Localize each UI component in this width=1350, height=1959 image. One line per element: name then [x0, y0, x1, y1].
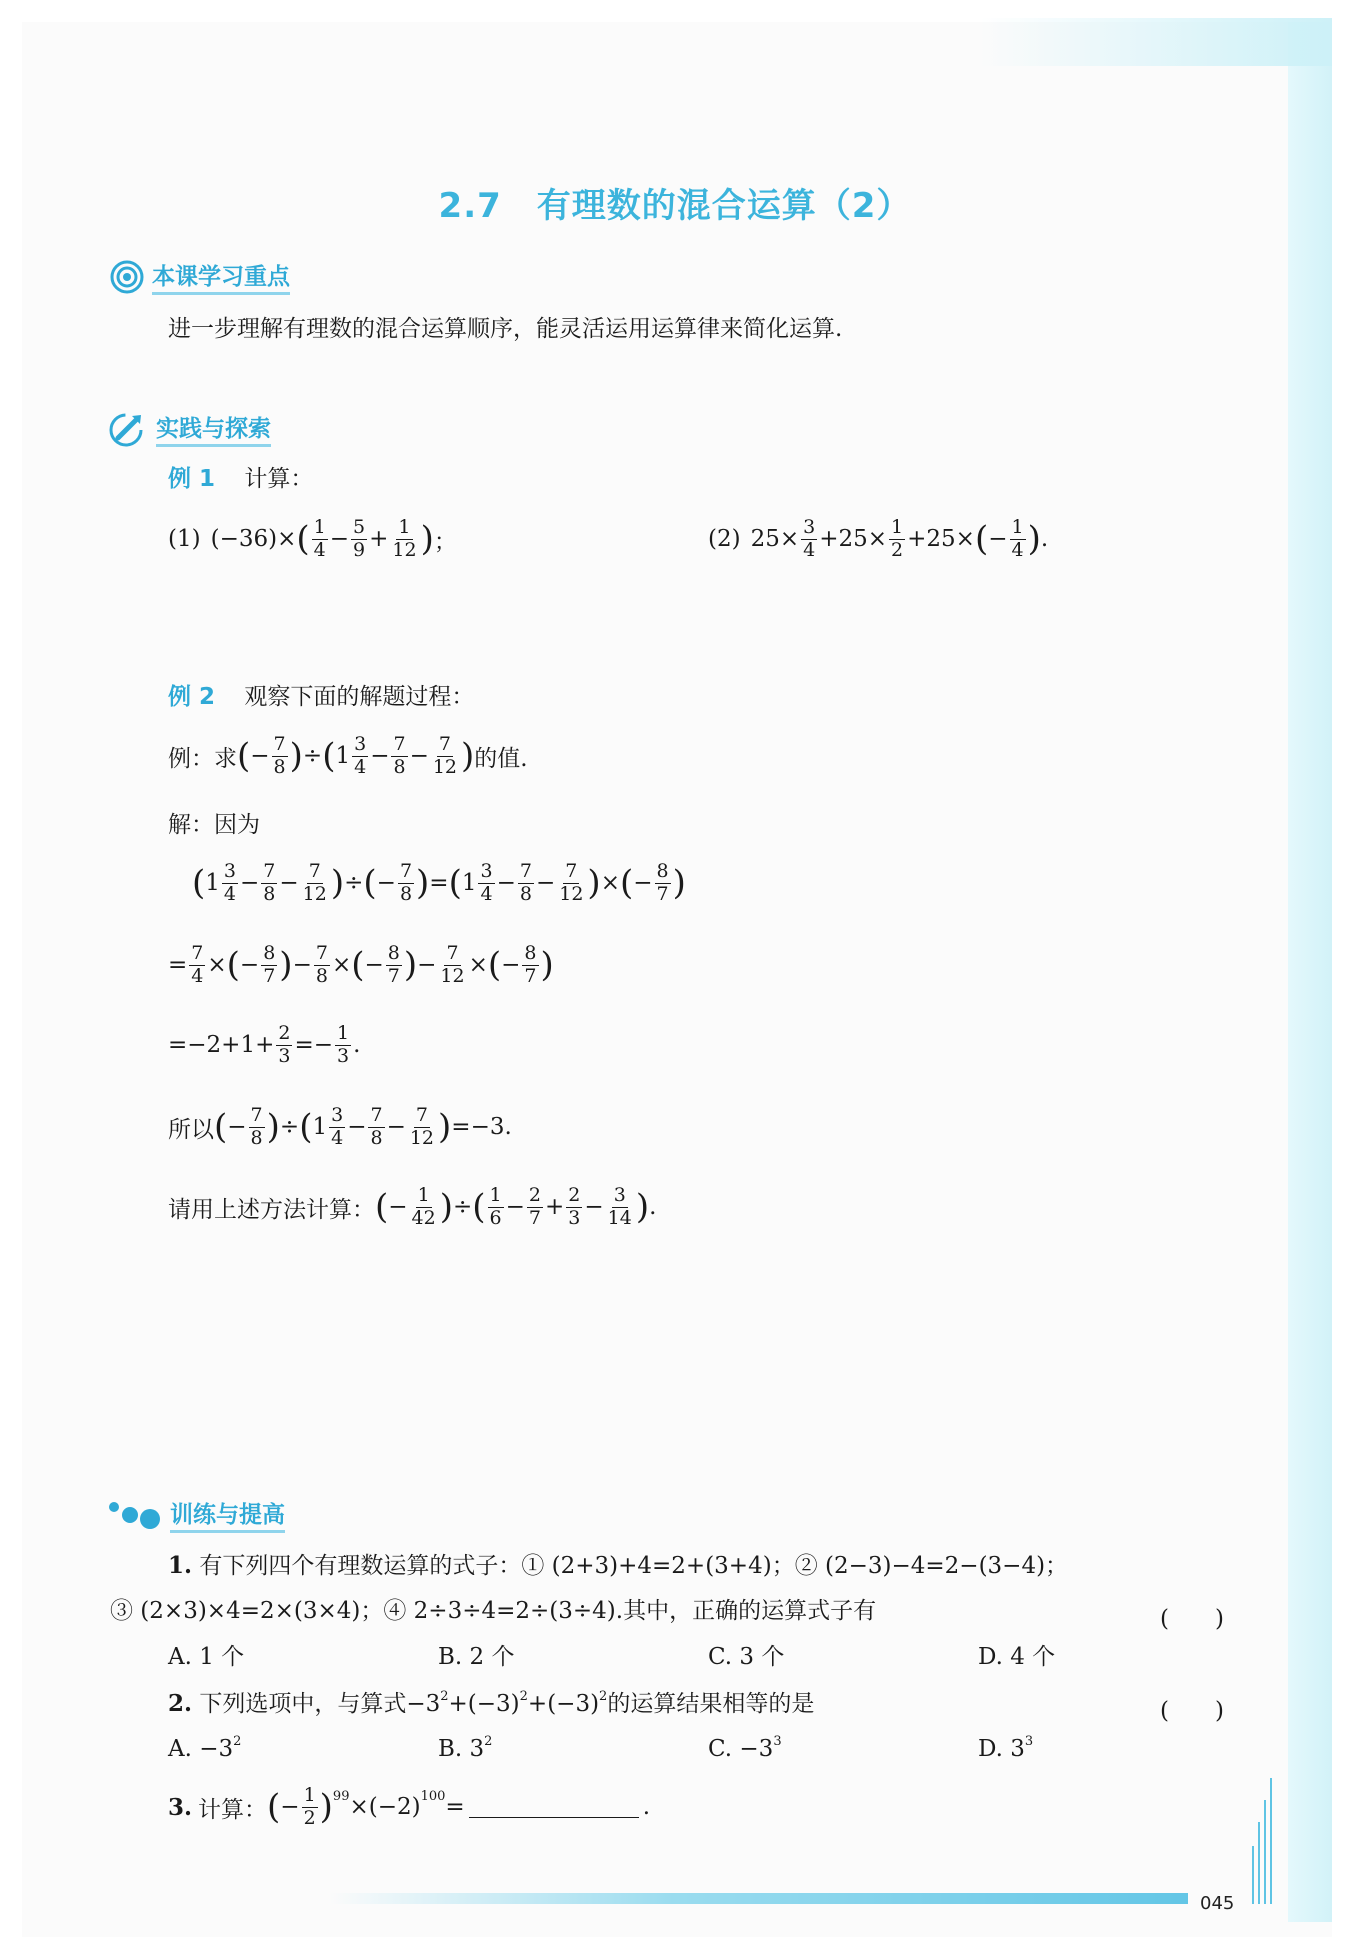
target-icon: [110, 260, 144, 294]
expr-text: (−36)×: [210, 526, 297, 553]
footer-bar: [330, 1893, 1188, 1904]
problem2-option-d: D. $3^3$: [978, 1734, 1034, 1762]
paren-open: (: [974, 519, 989, 560]
example2-question: 例：求 ( − $\frac{7}{8}$ ) ÷ ( 1 $\frac{3}{4}$ − $\frac{7}{8}$ − $\frac{7}{12}$ ) 的值.: [168, 733, 528, 778]
example2-label: 例 2: [168, 684, 216, 710]
part-number: (1): [168, 526, 201, 553]
fraction: $\frac{7}{8}$: [273, 733, 286, 778]
problem1-option-b: B. 2 个: [438, 1644, 515, 1670]
paren-close: ): [420, 519, 434, 560]
lesson-title: 2.7 有理数的混合运算（2）: [438, 186, 912, 226]
problem1-line2: ③ (2×3)×4=2×(3×4)；④ 2÷3÷4=2÷(3÷4).其中，正确的运算式子有: [110, 1598, 877, 1624]
fraction: $\frac{1}{4}$: [1011, 516, 1024, 561]
solution-conclusion: 所以 ( − $\frac{7}{8}$ ) ÷ ( 1 $\frac{3}{4}$ − $\frac{7}{8}$ − $\frac{7}{12}$ ) =−3.: [168, 1104, 512, 1149]
operator: −: [329, 526, 349, 553]
problem3: 3. 计算： ( − $\frac{1}{2}$ ) 99 ×(−2) 100 = .: [168, 1784, 651, 1829]
example2-instruction: 观察下面的解题过程：: [244, 684, 475, 710]
paren-close: ): [1027, 519, 1041, 560]
answer-blank[interactable]: [469, 1797, 639, 1818]
fraction: $\frac{1}{2}$: [891, 516, 904, 561]
solution-line-3: =−2+1+ $\frac{2}{3}$ =− $\frac{1}{3}$ .: [168, 1022, 361, 1067]
fraction: $\frac{3}{4}$: [354, 733, 367, 778]
problem2-option-a: A. $-3^2$: [168, 1734, 242, 1762]
expr-text: +25×: [907, 526, 975, 553]
dots-icon: [106, 1499, 162, 1531]
operator: −: [988, 526, 1008, 553]
example2-task: 请用上述方法计算： ( − $\frac{1}{42}$ ) ÷ ( $\frac{1}{6}$ − $\frac{2}{7}$ + $\frac{2}{3}$ − $\frac{3}{14}$ ) .: [168, 1184, 657, 1229]
section-training-label: 训练与提高: [170, 1496, 285, 1533]
problem1-option-a: A. 1 个: [168, 1644, 245, 1670]
problem1-option-c: C. 3 个: [708, 1644, 785, 1670]
fraction: $\frac{3}{4}$: [803, 516, 816, 561]
problem1-option-d: D. 4 个: [978, 1644, 1056, 1670]
punct: .: [1040, 526, 1049, 553]
problem1-answer-paren: ( ): [1160, 1606, 1224, 1632]
fraction: $\frac{1}{12}$: [392, 516, 417, 561]
problem2-option-c: C. $-3^3$: [708, 1734, 782, 1762]
section-training-header: [106, 1496, 285, 1533]
example1-label: 例 1: [168, 466, 216, 492]
part-number: (2): [708, 526, 741, 553]
problem2-option-b: B. $3^2$: [438, 1734, 493, 1762]
example1-part1: [168, 518, 457, 561]
paren-open: (: [296, 519, 310, 560]
example1-part2: [708, 518, 1048, 561]
solution-line-1: ( 1 $\frac{3}{4}$ − $\frac{7}{8}$ − $\frac{7}{12}$ ) ÷ ( − $\frac{7}{8}$ ) = ( 1 $\frac{3}{4}$ − $\frac{7}{8}$ − $\frac{7}{12}$ ) × ( − $\frac{8}{7}$ ): [192, 860, 686, 905]
solution-line-2: = $\frac{7}{4}$ × ( − $\frac{8}{7}$ ) − $\frac{7}{8}$ × ( − $\frac{8}{7}$ ) − $\frac{7}{12}$ × ( − $\frac{8}{7}$ ): [168, 942, 554, 987]
example2-heading: [168, 686, 474, 709]
solution-label: 解：因为: [168, 812, 260, 838]
problem2-line1: 2. 下列选项中，与算式$-3^2+(-3)^2+(-3)^2$的运算结果相等的是: [168, 1689, 815, 1717]
right-decoration-band: [1288, 22, 1332, 1922]
fraction: $\frac{7}{8}$: [393, 733, 406, 778]
section-focus-header: [110, 258, 290, 295]
expr-text: +25×: [819, 526, 888, 553]
fraction: $\frac{7}{12}$: [432, 733, 458, 778]
operator: +: [369, 526, 389, 553]
footer-lines: [1252, 1778, 1274, 1904]
section-practice-label: 实践与探索: [156, 410, 271, 447]
problem2-answer-paren: ( ): [1160, 1698, 1224, 1724]
problem1-line1: 1. 有下列四个有理数运算的式子：① (2+3)+4=2+(3+4)；② (2−3)−4=2−(3−4)；: [168, 1552, 1069, 1579]
section-focus-label: 本课学习重点: [152, 258, 290, 295]
focus-text: 进一步理解有理数的混合运算顺序，能灵活运用运算律来简化运算.: [168, 316, 843, 342]
arrow-target-icon: [108, 408, 148, 448]
punct: ；: [433, 528, 457, 555]
page-number: 045: [1200, 1893, 1235, 1914]
example1-instruction: 计算：: [244, 466, 314, 492]
section-practice-header: [108, 408, 271, 448]
expr-text: 25×: [750, 526, 800, 553]
top-decoration-band: [980, 18, 1332, 66]
fraction: $\frac{1}{4}$: [313, 516, 326, 561]
fraction: $\frac{5}{9}$: [353, 516, 366, 561]
example1-heading: [168, 468, 313, 491]
